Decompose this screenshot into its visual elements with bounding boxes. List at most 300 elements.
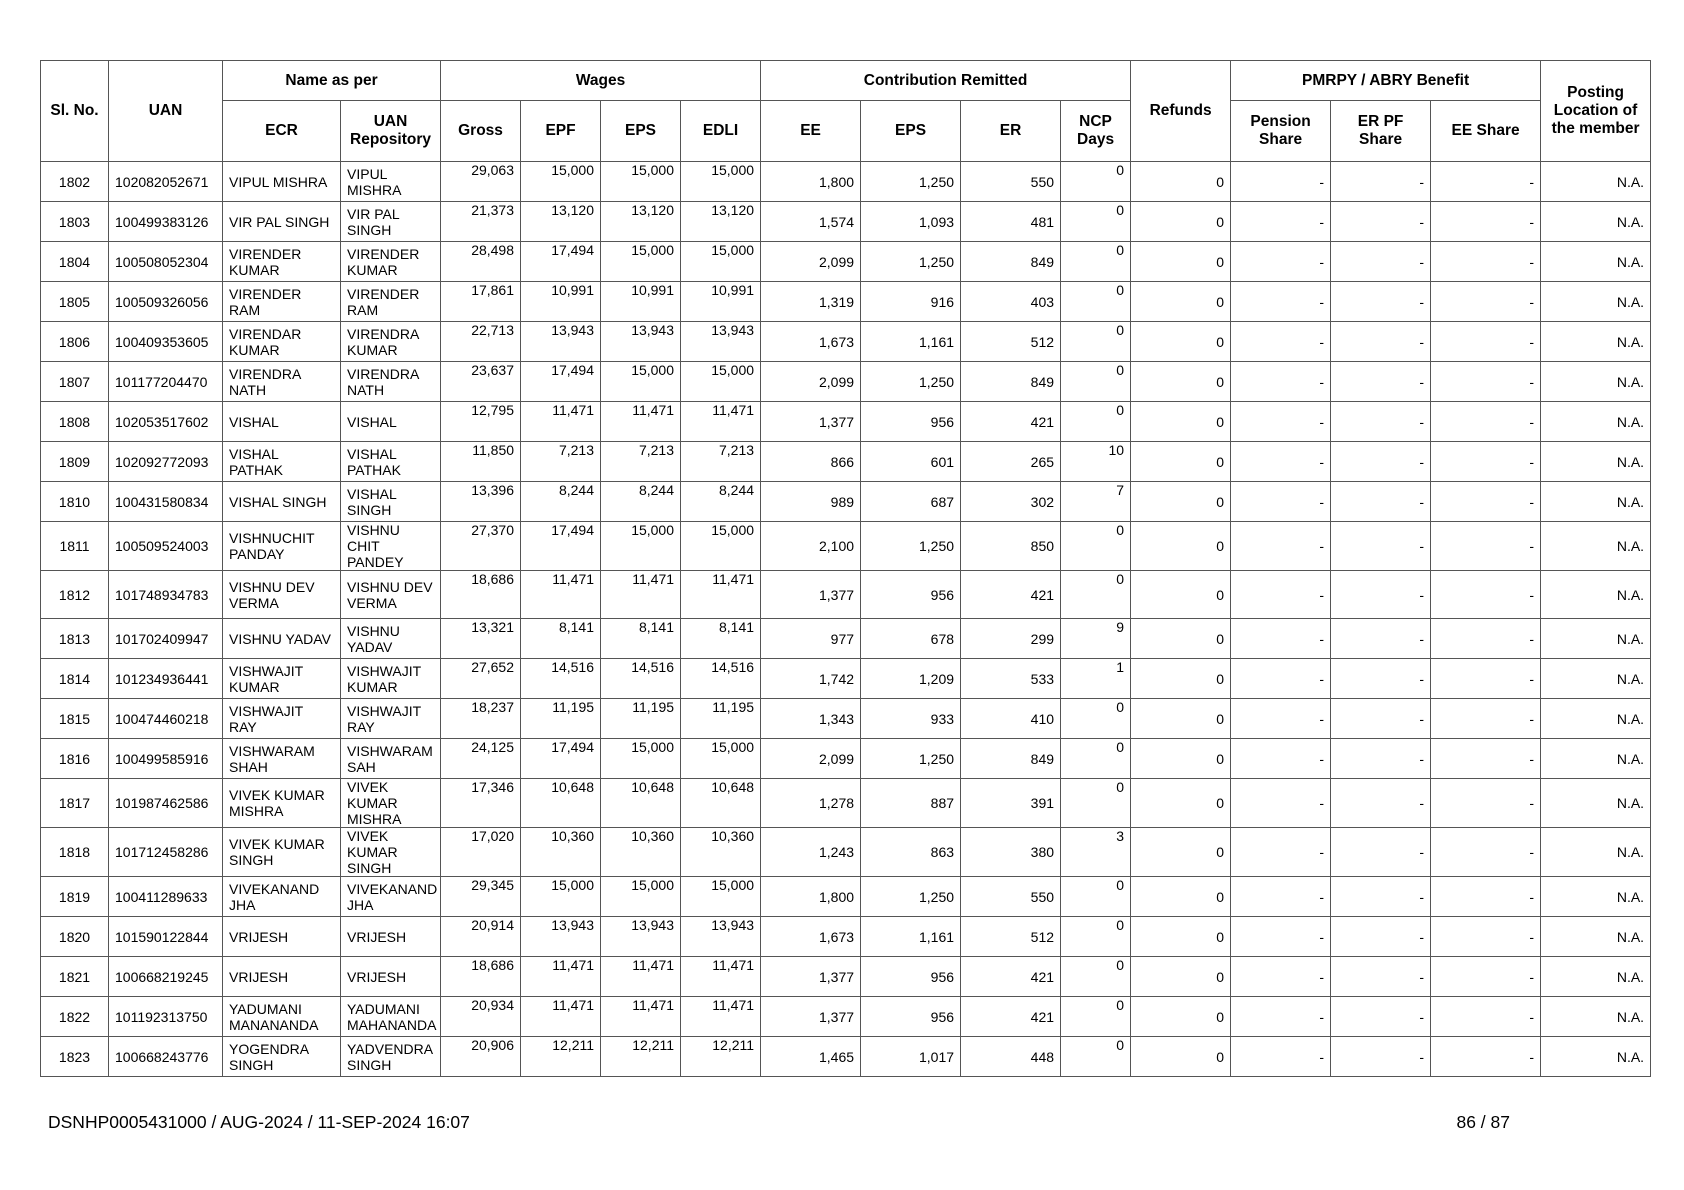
cell-epf: 11,471: [521, 402, 601, 442]
cell-er-pf-share: -: [1331, 362, 1431, 402]
cell-pension-share: -: [1231, 779, 1331, 828]
cell-uan: 100668219245: [109, 957, 223, 997]
cell-name-ecr: VRIJESH: [223, 957, 341, 997]
cell-eps: 13,943: [601, 917, 681, 957]
cell-eps: 11,471: [601, 402, 681, 442]
cell-er: 849: [961, 362, 1061, 402]
cell-uan: 100411289633: [109, 877, 223, 917]
cell-epf: 12,211: [521, 1037, 601, 1077]
cell-gross: 11,850: [441, 442, 521, 482]
cell-epf: 15,000: [521, 162, 601, 202]
cell-gross: 17,020: [441, 828, 521, 877]
cell-ee: 1,343: [761, 699, 861, 739]
table-row: [41, 571, 1651, 619]
header-ecr: ECR: [223, 101, 341, 162]
cell-posting-location: N.A.: [1541, 162, 1651, 202]
table-row: [41, 362, 1651, 402]
cell-er: 849: [961, 739, 1061, 779]
cell-ee: 1,465: [761, 1037, 861, 1077]
cell-name-ecr: VISHWAJIT RAY: [223, 699, 341, 739]
cell-uan: 100668243776: [109, 1037, 223, 1077]
cell-pension-share: -: [1231, 162, 1331, 202]
cell-name-ecr: VIRENDER RAM: [223, 282, 341, 322]
cell-pension-share: -: [1231, 739, 1331, 779]
header-contribution-eps: EPS: [861, 101, 961, 162]
header-gross: Gross: [441, 101, 521, 162]
cell-sl-no: 1816: [41, 739, 109, 779]
cell-edli: 10,648: [681, 779, 761, 828]
cell-pension-share: -: [1231, 877, 1331, 917]
cell-refunds: 0: [1131, 362, 1231, 402]
cell-uan: 100499383126: [109, 202, 223, 242]
cell-edli: 15,000: [681, 877, 761, 917]
footer-page-number: 86 / 87: [1456, 1112, 1510, 1132]
cell-name-uan-repository: VISHNU CHIT PANDEY: [341, 522, 441, 571]
cell-edli: 12,211: [681, 1037, 761, 1077]
cell-eps: 13,120: [601, 202, 681, 242]
cell-contribution-eps: 1,250: [861, 877, 961, 917]
cell-pension-share: -: [1231, 522, 1331, 571]
cell-er-pf-share: -: [1331, 917, 1431, 957]
cell-posting-location: N.A.: [1541, 402, 1651, 442]
cell-epf: 13,120: [521, 202, 601, 242]
cell-contribution-eps: 1,250: [861, 739, 961, 779]
cell-name-uan-repository: VISHNU YADAV: [341, 619, 441, 659]
cell-ee: 989: [761, 482, 861, 522]
cell-posting-location: N.A.: [1541, 997, 1651, 1037]
table-row: [41, 402, 1651, 442]
cell-ee: 1,673: [761, 322, 861, 362]
cell-name-uan-repository: VISHAL PATHAK: [341, 442, 441, 482]
cell-name-ecr: VISHAL: [223, 402, 341, 442]
cell-ncp-days: 0: [1061, 522, 1131, 571]
cell-ncp-days: 0: [1061, 957, 1131, 997]
cell-uan: 101177204470: [109, 362, 223, 402]
footer-reference: DSNHP0005431000 / AUG-2024 / 11-SEP-2024 16:07: [48, 1112, 470, 1132]
header-wages: Wages: [441, 61, 761, 101]
cell-name-uan-repository: VIPUL MISHRA: [341, 162, 441, 202]
cell-pension-share: -: [1231, 242, 1331, 282]
cell-edli: 10,991: [681, 282, 761, 322]
cell-epf: 17,494: [521, 242, 601, 282]
cell-name-ecr: VISHAL SINGH: [223, 482, 341, 522]
cell-ee: 1,243: [761, 828, 861, 877]
cell-contribution-eps: 933: [861, 699, 961, 739]
cell-sl-no: 1812: [41, 571, 109, 619]
cell-uan: 101987462586: [109, 779, 223, 828]
cell-ee-share: -: [1431, 997, 1541, 1037]
cell-ee: 1,377: [761, 957, 861, 997]
table-row: [41, 442, 1651, 482]
cell-sl-no: 1809: [41, 442, 109, 482]
cell-name-uan-repository: VIRENDRA NATH: [341, 362, 441, 402]
table-row: [41, 482, 1651, 522]
table-row: [41, 828, 1651, 877]
cell-contribution-eps: 956: [861, 402, 961, 442]
cell-refunds: 0: [1131, 699, 1231, 739]
header-uan: UAN: [109, 61, 223, 162]
cell-gross: 20,934: [441, 997, 521, 1037]
cell-eps: 7,213: [601, 442, 681, 482]
cell-er-pf-share: -: [1331, 442, 1431, 482]
cell-edli: 11,471: [681, 402, 761, 442]
cell-uan: 100409353605: [109, 322, 223, 362]
cell-epf: 7,213: [521, 442, 601, 482]
cell-name-ecr: VIRENDRA NATH: [223, 362, 341, 402]
cell-refunds: 0: [1131, 202, 1231, 242]
cell-uan: 102092772093: [109, 442, 223, 482]
cell-ee: 2,100: [761, 522, 861, 571]
cell-eps: 8,244: [601, 482, 681, 522]
cell-epf: 11,471: [521, 957, 601, 997]
cell-refunds: 0: [1131, 779, 1231, 828]
cell-ncp-days: 0: [1061, 571, 1131, 619]
cell-ee: 2,099: [761, 739, 861, 779]
cell-er-pf-share: -: [1331, 828, 1431, 877]
cell-name-ecr: VIR PAL SINGH: [223, 202, 341, 242]
table-row: [41, 242, 1651, 282]
cell-ee-share: -: [1431, 242, 1541, 282]
cell-gross: 22,713: [441, 322, 521, 362]
cell-ncp-days: 9: [1061, 619, 1131, 659]
header-name-as-per: Name as per: [223, 61, 441, 101]
cell-pension-share: -: [1231, 362, 1331, 402]
cell-name-ecr: VIRENDAR KUMAR: [223, 322, 341, 362]
cell-sl-no: 1810: [41, 482, 109, 522]
cell-epf: 13,943: [521, 322, 601, 362]
cell-eps: 12,211: [601, 1037, 681, 1077]
cell-uan: 100431580834: [109, 482, 223, 522]
cell-name-ecr: YOGENDRA SINGH: [223, 1037, 341, 1077]
cell-posting-location: N.A.: [1541, 739, 1651, 779]
cell-er: 550: [961, 877, 1061, 917]
cell-edli: 15,000: [681, 522, 761, 571]
cell-er: 850: [961, 522, 1061, 571]
cell-er-pf-share: -: [1331, 619, 1431, 659]
cell-name-uan-repository: VRIJESH: [341, 917, 441, 957]
cell-gross: 18,237: [441, 699, 521, 739]
cell-er-pf-share: -: [1331, 957, 1431, 997]
cell-er: 421: [961, 402, 1061, 442]
cell-pension-share: -: [1231, 202, 1331, 242]
header-er: ER: [961, 101, 1061, 162]
cell-sl-no: 1806: [41, 322, 109, 362]
cell-name-ecr: VISHNU YADAV: [223, 619, 341, 659]
cell-er-pf-share: -: [1331, 162, 1431, 202]
cell-edli: 15,000: [681, 739, 761, 779]
cell-uan: 100499585916: [109, 739, 223, 779]
cell-name-uan-repository: VIVEK KUMAR MISHRA: [341, 779, 441, 828]
cell-ncp-days: 0: [1061, 362, 1131, 402]
cell-gross: 18,686: [441, 571, 521, 619]
cell-er: 299: [961, 619, 1061, 659]
cell-epf: 17,494: [521, 362, 601, 402]
cell-ee-share: -: [1431, 957, 1541, 997]
cell-pension-share: -: [1231, 322, 1331, 362]
cell-sl-no: 1802: [41, 162, 109, 202]
header-epf: EPF: [521, 101, 601, 162]
cell-ncp-days: 0: [1061, 202, 1131, 242]
cell-contribution-eps: 601: [861, 442, 961, 482]
cell-edli: 11,471: [681, 571, 761, 619]
cell-eps: 15,000: [601, 739, 681, 779]
cell-gross: 24,125: [441, 739, 521, 779]
cell-gross: 17,861: [441, 282, 521, 322]
header-edli: EDLI: [681, 101, 761, 162]
cell-name-uan-repository: VIVEK KUMAR SINGH: [341, 828, 441, 877]
cell-ncp-days: 0: [1061, 699, 1131, 739]
cell-edli: 11,471: [681, 997, 761, 1037]
cell-ncp-days: 0: [1061, 322, 1131, 362]
cell-sl-no: 1821: [41, 957, 109, 997]
cell-ee-share: -: [1431, 442, 1541, 482]
cell-edli: 11,471: [681, 957, 761, 997]
cell-ee-share: -: [1431, 402, 1541, 442]
table-row: [41, 162, 1651, 202]
cell-er: 421: [961, 957, 1061, 997]
cell-refunds: 0: [1131, 442, 1231, 482]
cell-uan: 100509326056: [109, 282, 223, 322]
cell-posting-location: N.A.: [1541, 659, 1651, 699]
cell-edli: 13,120: [681, 202, 761, 242]
cell-posting-location: N.A.: [1541, 202, 1651, 242]
cell-gross: 12,795: [441, 402, 521, 442]
cell-gross: 27,370: [441, 522, 521, 571]
cell-posting-location: N.A.: [1541, 828, 1651, 877]
cell-name-uan-repository: VRIJESH: [341, 957, 441, 997]
cell-gross: 13,321: [441, 619, 521, 659]
cell-posting-location: N.A.: [1541, 1037, 1651, 1077]
cell-eps: 15,000: [601, 362, 681, 402]
cell-uan: 100509524003: [109, 522, 223, 571]
cell-uan: 101712458286: [109, 828, 223, 877]
cell-uan: 101192313750: [109, 997, 223, 1037]
header-pension-share: Pension Share: [1231, 101, 1331, 162]
cell-er: 512: [961, 322, 1061, 362]
cell-edli: 8,244: [681, 482, 761, 522]
cell-eps: 11,471: [601, 957, 681, 997]
cell-er-pf-share: -: [1331, 659, 1431, 699]
cell-edli: 15,000: [681, 242, 761, 282]
cell-sl-no: 1807: [41, 362, 109, 402]
header-ncp-days: NCP Days: [1061, 101, 1131, 162]
cell-gross: 28,498: [441, 242, 521, 282]
cell-sl-no: 1818: [41, 828, 109, 877]
cell-er: 410: [961, 699, 1061, 739]
cell-ee-share: -: [1431, 571, 1541, 619]
cell-ee: 1,377: [761, 997, 861, 1037]
cell-ee-share: -: [1431, 659, 1541, 699]
cell-er-pf-share: -: [1331, 1037, 1431, 1077]
cell-name-uan-repository: VISHAL SINGH: [341, 482, 441, 522]
cell-posting-location: N.A.: [1541, 779, 1651, 828]
cell-posting-location: N.A.: [1541, 362, 1651, 402]
cell-pension-share: -: [1231, 917, 1331, 957]
cell-name-ecr: YADUMANI MANANANDA: [223, 997, 341, 1037]
cell-name-uan-repository: VISHNU DEV VERMA: [341, 571, 441, 619]
table-row: [41, 739, 1651, 779]
cell-refunds: 0: [1131, 162, 1231, 202]
cell-posting-location: N.A.: [1541, 242, 1651, 282]
cell-refunds: 0: [1131, 997, 1231, 1037]
cell-er: 380: [961, 828, 1061, 877]
cell-name-uan-repository: VIVEKANAND JHA: [341, 877, 441, 917]
cell-contribution-eps: 956: [861, 571, 961, 619]
table-row: [41, 619, 1651, 659]
cell-gross: 13,396: [441, 482, 521, 522]
cell-er-pf-share: -: [1331, 739, 1431, 779]
header-pmrpy-abry: PMRPY / ABRY Benefit: [1231, 61, 1541, 101]
cell-name-uan-repository: VISHWARAM SAH: [341, 739, 441, 779]
cell-ee-share: -: [1431, 739, 1541, 779]
cell-pension-share: -: [1231, 1037, 1331, 1077]
cell-name-uan-repository: YADVENDRA SINGH: [341, 1037, 441, 1077]
cell-posting-location: N.A.: [1541, 957, 1651, 997]
cell-edli: 14,516: [681, 659, 761, 699]
cell-contribution-eps: 1,161: [861, 917, 961, 957]
cell-ncp-days: 1: [1061, 659, 1131, 699]
cell-gross: 27,652: [441, 659, 521, 699]
cell-refunds: 0: [1131, 659, 1231, 699]
cell-er-pf-share: -: [1331, 699, 1431, 739]
cell-eps: 10,648: [601, 779, 681, 828]
cell-ee: 1,800: [761, 877, 861, 917]
cell-er: 481: [961, 202, 1061, 242]
cell-ncp-days: 0: [1061, 779, 1131, 828]
cell-epf: 11,471: [521, 997, 601, 1037]
cell-eps: 15,000: [601, 162, 681, 202]
cell-sl-no: 1803: [41, 202, 109, 242]
cell-gross: 29,345: [441, 877, 521, 917]
cell-refunds: 0: [1131, 1037, 1231, 1077]
cell-er: 391: [961, 779, 1061, 828]
ecr-contribution-table: [40, 60, 1651, 1077]
cell-epf: 8,141: [521, 619, 601, 659]
cell-epf: 15,000: [521, 877, 601, 917]
cell-ee-share: -: [1431, 1037, 1541, 1077]
cell-name-ecr: VIPUL MISHRA: [223, 162, 341, 202]
cell-contribution-eps: 678: [861, 619, 961, 659]
cell-ee: 1,673: [761, 917, 861, 957]
cell-name-uan-repository: VISHAL: [341, 402, 441, 442]
header-ee: EE: [761, 101, 861, 162]
header-refunds: Refunds: [1131, 61, 1231, 162]
cell-contribution-eps: 956: [861, 957, 961, 997]
cell-er: 403: [961, 282, 1061, 322]
cell-er-pf-share: -: [1331, 242, 1431, 282]
cell-contribution-eps: 1,250: [861, 242, 961, 282]
cell-eps: 11,195: [601, 699, 681, 739]
cell-pension-share: -: [1231, 402, 1331, 442]
cell-er: 533: [961, 659, 1061, 699]
cell-gross: 29,063: [441, 162, 521, 202]
cell-uan: 102082052671: [109, 162, 223, 202]
cell-gross: 18,686: [441, 957, 521, 997]
cell-er-pf-share: -: [1331, 282, 1431, 322]
cell-sl-no: 1820: [41, 917, 109, 957]
cell-sl-no: 1822: [41, 997, 109, 1037]
cell-ee-share: -: [1431, 619, 1541, 659]
cell-edli: 10,360: [681, 828, 761, 877]
cell-er: 421: [961, 997, 1061, 1037]
table-row: [41, 699, 1651, 739]
cell-edli: 11,195: [681, 699, 761, 739]
cell-er: 265: [961, 442, 1061, 482]
cell-posting-location: N.A.: [1541, 571, 1651, 619]
cell-name-ecr: VISHWAJIT KUMAR: [223, 659, 341, 699]
cell-eps: 14,516: [601, 659, 681, 699]
cell-ee-share: -: [1431, 877, 1541, 917]
table-row: [41, 659, 1651, 699]
cell-sl-no: 1819: [41, 877, 109, 917]
cell-ee-share: -: [1431, 282, 1541, 322]
cell-posting-location: N.A.: [1541, 442, 1651, 482]
cell-ee: 1,278: [761, 779, 861, 828]
cell-ncp-days: 0: [1061, 997, 1131, 1037]
cell-epf: 17,494: [521, 522, 601, 571]
cell-contribution-eps: 1,250: [861, 162, 961, 202]
cell-name-uan-repository: VIRENDER RAM: [341, 282, 441, 322]
cell-name-ecr: VISHAL PATHAK: [223, 442, 341, 482]
cell-ncp-days: 0: [1061, 739, 1131, 779]
cell-pension-share: -: [1231, 619, 1331, 659]
cell-epf: 10,648: [521, 779, 601, 828]
cell-ee-share: -: [1431, 699, 1541, 739]
cell-sl-no: 1808: [41, 402, 109, 442]
cell-ncp-days: 0: [1061, 877, 1131, 917]
cell-ee: 977: [761, 619, 861, 659]
cell-name-ecr: VIVEK KUMAR MISHRA: [223, 779, 341, 828]
cell-ee-share: -: [1431, 162, 1541, 202]
cell-ee: 1,742: [761, 659, 861, 699]
cell-uan: 101234936441: [109, 659, 223, 699]
cell-uan: 101748934783: [109, 571, 223, 619]
cell-sl-no: 1823: [41, 1037, 109, 1077]
cell-er: 849: [961, 242, 1061, 282]
cell-refunds: 0: [1131, 482, 1231, 522]
table-row: [41, 322, 1651, 362]
cell-posting-location: N.A.: [1541, 699, 1651, 739]
cell-ncp-days: 0: [1061, 1037, 1131, 1077]
cell-pension-share: -: [1231, 957, 1331, 997]
cell-edli: 15,000: [681, 362, 761, 402]
cell-gross: 17,346: [441, 779, 521, 828]
cell-contribution-eps: 1,093: [861, 202, 961, 242]
cell-contribution-eps: 916: [861, 282, 961, 322]
cell-eps: 15,000: [601, 522, 681, 571]
cell-contribution-eps: 1,250: [861, 522, 961, 571]
cell-er: 421: [961, 571, 1061, 619]
cell-edli: 8,141: [681, 619, 761, 659]
cell-ee-share: -: [1431, 828, 1541, 877]
cell-contribution-eps: 956: [861, 997, 961, 1037]
cell-gross: 21,373: [441, 202, 521, 242]
cell-edli: 13,943: [681, 917, 761, 957]
cell-epf: 8,244: [521, 482, 601, 522]
cell-name-ecr: VIVEKANAND JHA: [223, 877, 341, 917]
cell-refunds: 0: [1131, 877, 1231, 917]
cell-uan: 100474460218: [109, 699, 223, 739]
cell-sl-no: 1817: [41, 779, 109, 828]
cell-name-uan-repository: VISHWAJIT KUMAR: [341, 659, 441, 699]
cell-epf: 10,991: [521, 282, 601, 322]
cell-ncp-days: 10: [1061, 442, 1131, 482]
cell-name-uan-repository: YADUMANI MAHANANDA: [341, 997, 441, 1037]
header-ee-share: EE Share: [1431, 101, 1541, 162]
cell-posting-location: N.A.: [1541, 322, 1651, 362]
header-uan-repository: UAN Repository: [341, 101, 441, 162]
cell-ee-share: -: [1431, 202, 1541, 242]
